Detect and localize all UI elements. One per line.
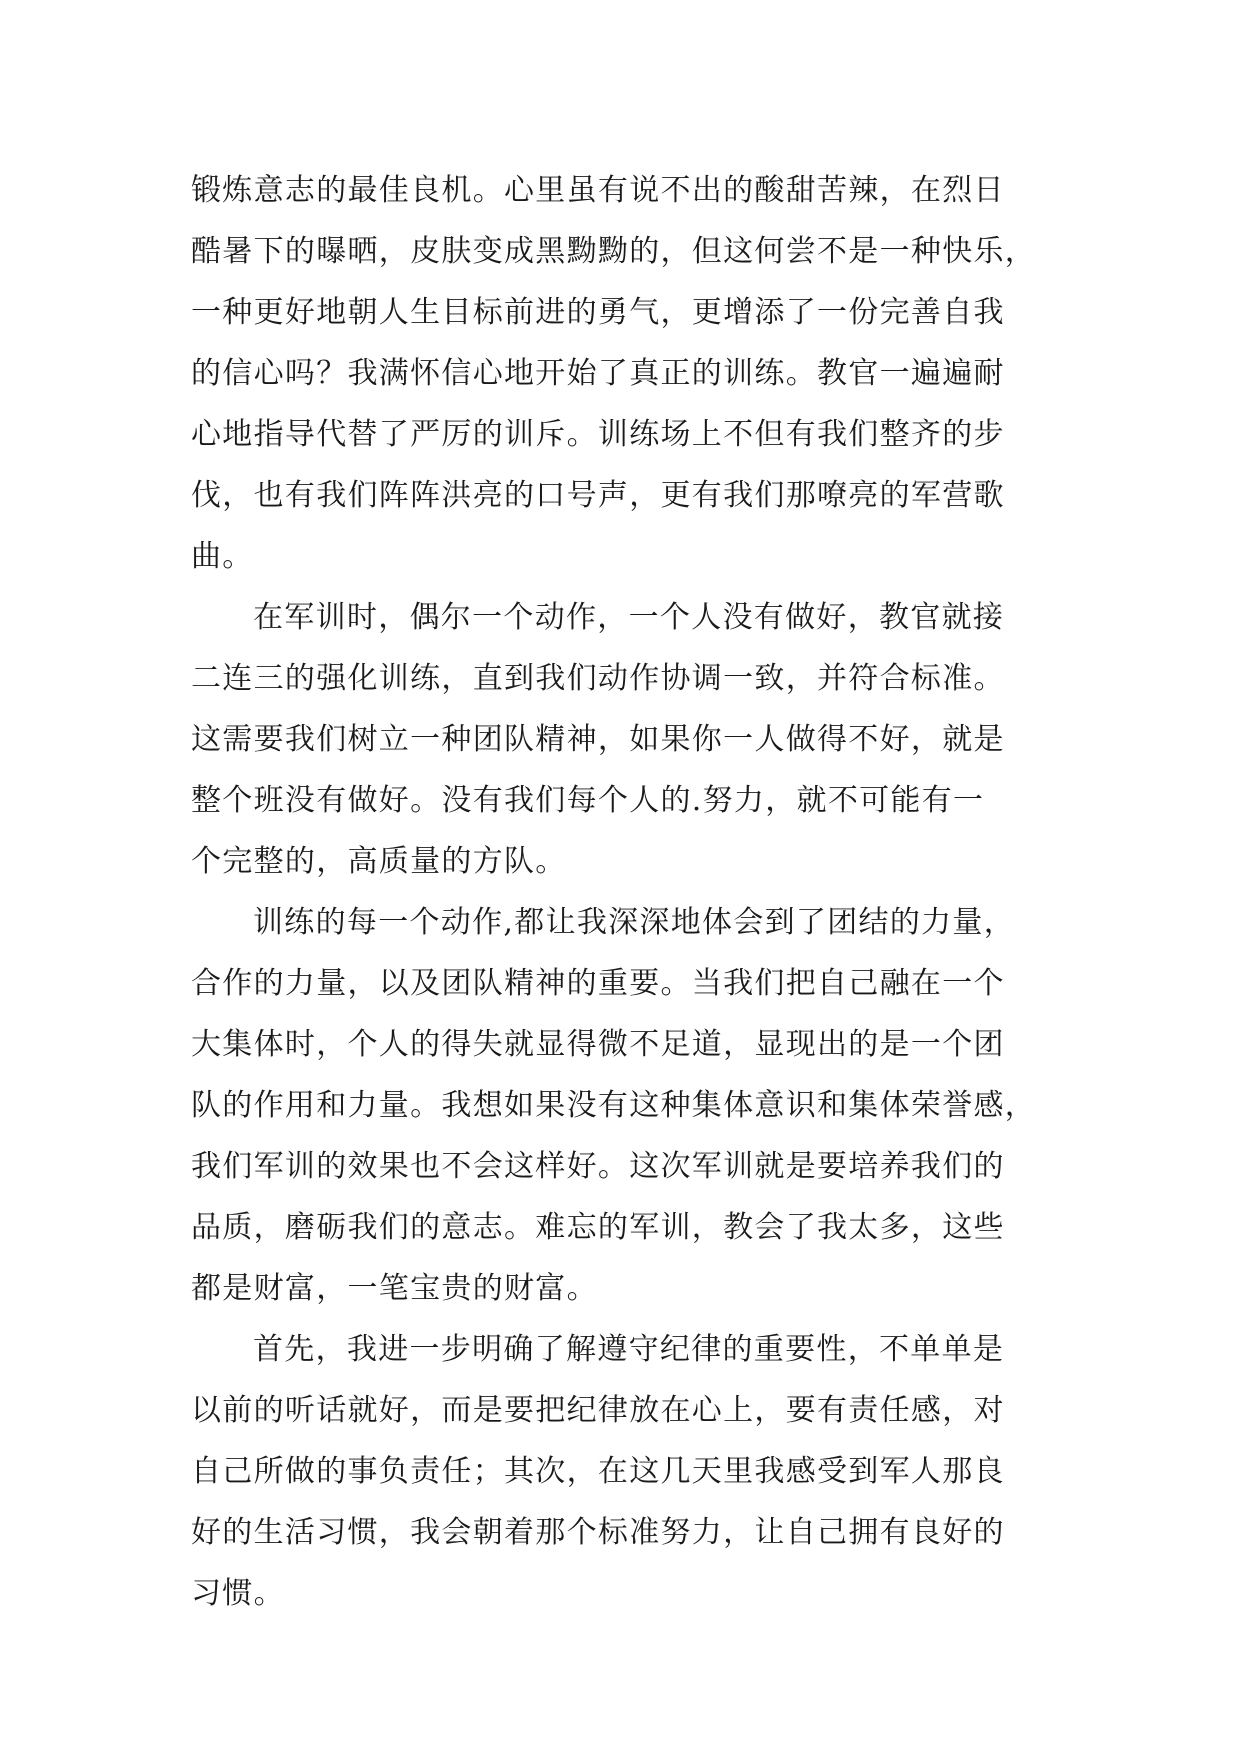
- text-line: 自己所做的事负责任；其次，在这几天里我感受到军人那良: [191, 1454, 1005, 1489]
- text-line: 训练的每一个动作,都让我深深地体会到了团结的力量，: [253, 905, 1016, 940]
- text-line: 个完整的，高质量的方队。: [191, 844, 567, 879]
- text-line: 首先，我进一步明确了解遵守纪律的重要性，不单单是: [253, 1332, 1005, 1367]
- paragraph-4: [191, 1319, 1061, 1624]
- text-line: 品质，磨砺我们的意志。难忘的军训，教会了我太多，这些: [191, 1210, 1005, 1245]
- document-body: [191, 160, 1061, 1624]
- text-line: 曲。: [191, 539, 254, 574]
- text-line: 习惯。: [191, 1576, 285, 1611]
- text-line: 大集体时，个人的得失就显得微不足道，显现出的是一个团: [191, 1027, 1005, 1062]
- text-line: 整个班没有做好。没有我们每个人的.努力，就不可能有一: [191, 783, 985, 818]
- text-line: 都是财富，一笔宝贵的财富。: [191, 1271, 598, 1306]
- text-line: 好的生活习惯，我会朝着那个标准努力，让自己拥有良好的: [191, 1515, 1005, 1550]
- paragraph-1: [191, 160, 1061, 587]
- text-line: 心地指导代替了严厉的训斥。训练场上不但有我们整齐的步: [191, 417, 1005, 452]
- paragraph-3: [191, 892, 1061, 1319]
- text-line: 锻炼意志的最佳良机。心里虽有说不出的酸甜苦辣，在烈日: [191, 173, 1005, 208]
- text-line: 在军训时，偶尔一个动作，一个人没有做好，教官就接: [253, 600, 1005, 635]
- text-line: 酷暑下的曝晒，皮肤变成黑黝黝的，但这何尝不是一种快乐，: [191, 234, 1037, 269]
- text-line: 这需要我们树立一种团队精神，如果你一人做得不好，就是: [191, 722, 1005, 757]
- text-line: 队的作用和力量。我想如果没有这种集体意识和集体荣誉感，: [191, 1088, 1037, 1123]
- text-line: 的信心吗？我满怀信心地开始了真正的训练。教官一遍遍耐: [191, 356, 1005, 391]
- text-line: 以前的听话就好，而是要把纪律放在心上，要有责任感，对: [191, 1393, 1005, 1428]
- paragraph-2: [191, 587, 1061, 892]
- text-line: 二连三的强化训练，直到我们动作协调一致，并符合标准。: [191, 661, 1005, 696]
- text-line: 伐，也有我们阵阵洪亮的口号声，更有我们那嘹亮的军营歌: [191, 478, 1005, 513]
- text-line: 我们军训的效果也不会这样好。这次军训就是要培养我们的: [191, 1149, 1005, 1184]
- text-line: 一种更好地朝人生目标前进的勇气，更增添了一份完善自我: [191, 295, 1005, 330]
- text-line: 合作的力量，以及团队精神的重要。当我们把自己融在一个: [191, 966, 1005, 1001]
